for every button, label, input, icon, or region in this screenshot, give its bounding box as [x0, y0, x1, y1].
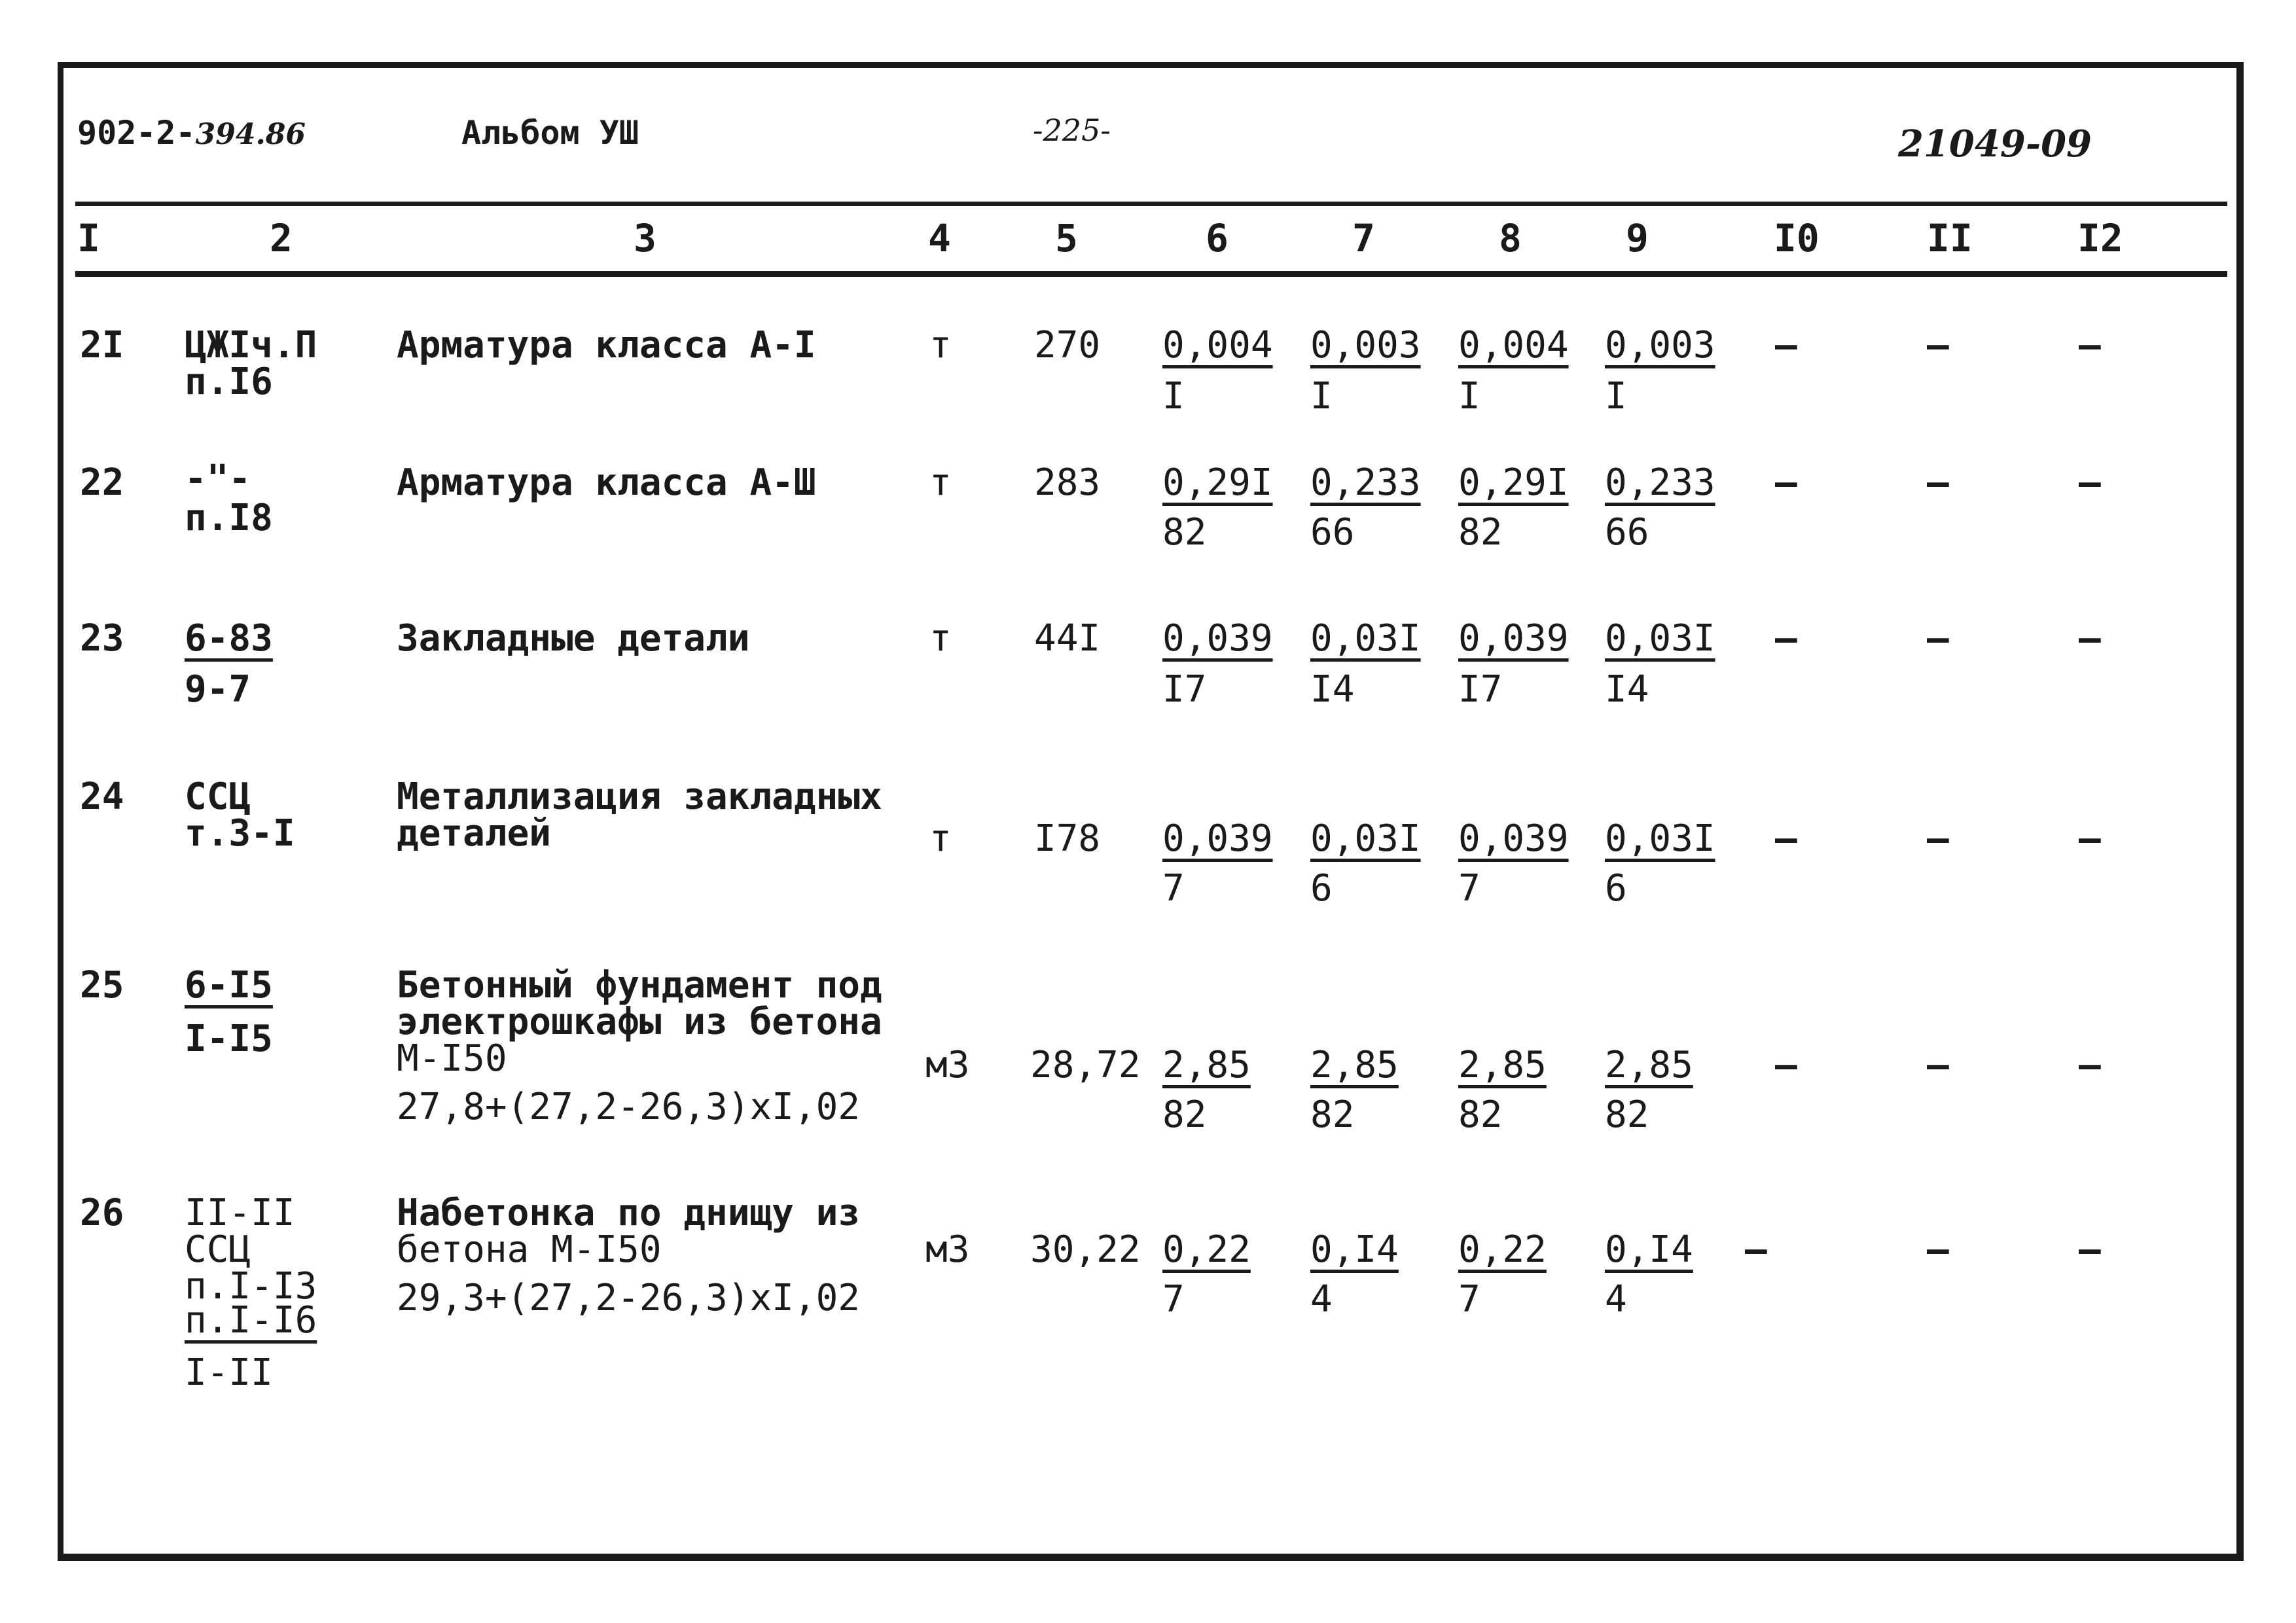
value-top: 0,I4: [1310, 1228, 1399, 1271]
value-bottom: 66: [1310, 511, 1355, 554]
reference-line: ЦЖIч.П: [185, 324, 317, 366]
empty-cell-dash: –: [1775, 1044, 1797, 1086]
unit: т: [929, 324, 952, 366]
price: 30,22: [1030, 1228, 1141, 1271]
item-name-line: электрошкафы из бетона: [397, 1001, 882, 1043]
value-bottom: 82: [1162, 511, 1207, 554]
value-top: 0,004: [1162, 324, 1273, 366]
empty-cell-dash: –: [1775, 617, 1797, 660]
value-top: 0,29I: [1458, 461, 1569, 504]
reference-line: I-I5: [185, 1018, 273, 1060]
value-bottom: 82: [1458, 1094, 1503, 1136]
empty-cell-dash: –: [2079, 817, 2101, 860]
empty-cell-dash: –: [2079, 1044, 2101, 1086]
column-number: 4: [928, 216, 951, 260]
empty-cell-dash: –: [1775, 461, 1797, 504]
value-bottom: I4: [1605, 668, 1649, 711]
empty-cell-dash: –: [1927, 617, 1949, 660]
page-frame: [58, 62, 2244, 1561]
value-top: 0,039: [1458, 617, 1569, 660]
value-top: 0,22: [1458, 1228, 1547, 1271]
album-title: Альбом УШ: [461, 114, 639, 152]
value-bottom: I: [1458, 375, 1480, 418]
item-name-line: Набетонка по днищу из: [397, 1192, 861, 1234]
unit: т: [929, 461, 952, 504]
value-bottom: 7: [1162, 867, 1185, 910]
reference-line: ССЦ: [185, 1228, 251, 1271]
empty-cell-dash: –: [2079, 324, 2101, 366]
value-bottom: 82: [1458, 511, 1503, 554]
reference-line: 9-7: [185, 668, 251, 711]
unit: м3: [925, 1044, 970, 1086]
value-bottom: 7: [1458, 867, 1480, 910]
row-number: 25: [80, 964, 124, 1007]
value-bottom: 7: [1458, 1278, 1480, 1321]
reference-line: ССЦ: [185, 776, 251, 818]
column-number: 2: [270, 216, 293, 260]
value-top: 0,03I: [1310, 617, 1421, 660]
value-top: 0,03I: [1605, 817, 1715, 860]
empty-cell-dash: –: [2079, 617, 2101, 660]
price: 283: [1034, 461, 1101, 504]
price: 270: [1034, 324, 1101, 366]
reference-line: п.I-I3: [185, 1265, 317, 1308]
column-number: I2: [2077, 216, 2123, 260]
empty-cell-dash: –: [1775, 817, 1797, 860]
value-bottom: 6: [1310, 867, 1333, 910]
column-number: II: [1927, 216, 1973, 260]
value-bottom: 82: [1605, 1094, 1649, 1136]
column-number: I0: [1774, 216, 1820, 260]
unit: т: [929, 617, 952, 660]
page-number: -225-: [1033, 113, 1111, 148]
value-top: 0,004: [1458, 324, 1569, 366]
value-bottom: 7: [1162, 1278, 1185, 1321]
value-bottom: 82: [1310, 1094, 1355, 1136]
value-bottom: 82: [1162, 1094, 1207, 1136]
row-number: 24: [80, 776, 124, 818]
value-top: 2,85: [1162, 1044, 1251, 1086]
column-number: 6: [1206, 216, 1229, 260]
document-code: 902-2-394.86: [77, 114, 306, 152]
value-bottom: I: [1162, 375, 1185, 418]
item-name-line: бетона М-I50: [397, 1228, 662, 1271]
value-top: 2,85: [1310, 1044, 1399, 1086]
value-top: 0,29I: [1162, 461, 1273, 504]
value-top: 0,22: [1162, 1228, 1251, 1271]
item-name-line: М-I50: [397, 1037, 507, 1080]
reference-line: 6-83: [185, 617, 273, 660]
item-name-line: деталей: [397, 812, 552, 855]
value-bottom: I: [1605, 375, 1627, 418]
row-number: 2I: [80, 324, 124, 366]
value-top: 2,85: [1605, 1044, 1693, 1086]
value-top: 0,03I: [1310, 817, 1421, 860]
reference-line: п.I6: [185, 361, 273, 403]
inventory-number: 21049-09: [1898, 122, 2092, 166]
reference-line: II-II: [185, 1192, 295, 1234]
column-number: 9: [1626, 216, 1649, 260]
item-name: Закладные детали: [397, 617, 750, 660]
value-bottom: 66: [1605, 511, 1649, 554]
column-number: 3: [634, 216, 656, 260]
item-name-line: Металлизация закладных: [397, 776, 882, 818]
row-number: 23: [80, 617, 124, 660]
item-name: Арматура класса А-Ш: [397, 461, 816, 504]
empty-cell-dash: –: [1927, 324, 1949, 366]
value-top: 0,233: [1605, 461, 1715, 504]
unit: м3: [925, 1228, 970, 1271]
price: 44I: [1034, 617, 1101, 660]
value-top: 2,85: [1458, 1044, 1547, 1086]
item-name-line: Бетонный фундамент под: [397, 964, 882, 1007]
value-top: 0,039: [1162, 617, 1273, 660]
quantity-formula: 29,3+(27,2-26,3)хI,02: [397, 1277, 861, 1319]
empty-cell-dash: –: [1927, 817, 1949, 860]
empty-cell-dash: –: [2079, 461, 2101, 504]
empty-cell-dash: –: [1927, 1044, 1949, 1086]
value-top: 0,039: [1162, 817, 1273, 860]
reference-line: т.3-I: [185, 812, 295, 855]
value-bottom: 6: [1605, 867, 1627, 910]
price: 28,72: [1030, 1044, 1141, 1086]
row-number: 26: [80, 1192, 124, 1234]
column-number: 8: [1499, 216, 1522, 260]
value-top: 0,233: [1310, 461, 1421, 504]
reference-line: 6-I5: [185, 964, 273, 1007]
row-number: 22: [80, 461, 124, 504]
value-top: 0,003: [1310, 324, 1421, 366]
empty-cell-dash: –: [1775, 324, 1797, 366]
value-bottom: I: [1310, 375, 1333, 418]
reference-line: I-II: [185, 1351, 273, 1394]
value-bottom: 4: [1310, 1278, 1333, 1321]
empty-cell-dash: –: [1927, 461, 1949, 504]
reference-line: -"-: [185, 457, 251, 500]
empty-cell-dash: –: [1745, 1228, 1767, 1271]
reference-line: п.I8: [185, 497, 273, 539]
unit: т: [929, 817, 952, 860]
header-bottom-rule: [75, 271, 2227, 277]
column-number: I: [77, 216, 100, 260]
column-number: 7: [1352, 216, 1375, 260]
value-top: 0,03I: [1605, 617, 1715, 660]
header-top-rule: [75, 202, 2227, 206]
empty-cell-dash: –: [1927, 1228, 1949, 1271]
value-bottom: I7: [1458, 668, 1503, 711]
item-name: Арматура класса А-I: [397, 324, 816, 366]
value-top: 0,I4: [1605, 1228, 1693, 1271]
price: I78: [1034, 817, 1101, 860]
value-bottom: 4: [1605, 1278, 1627, 1321]
empty-cell-dash: –: [2079, 1228, 2101, 1271]
reference-line: п.I-I6: [185, 1299, 317, 1342]
quantity-formula: 27,8+(27,2-26,3)хI,02: [397, 1086, 861, 1128]
value-top: 0,039: [1458, 817, 1569, 860]
column-number: 5: [1055, 216, 1078, 260]
value-bottom: I7: [1162, 668, 1207, 711]
value-bottom: I4: [1310, 668, 1355, 711]
value-top: 0,003: [1605, 324, 1715, 366]
